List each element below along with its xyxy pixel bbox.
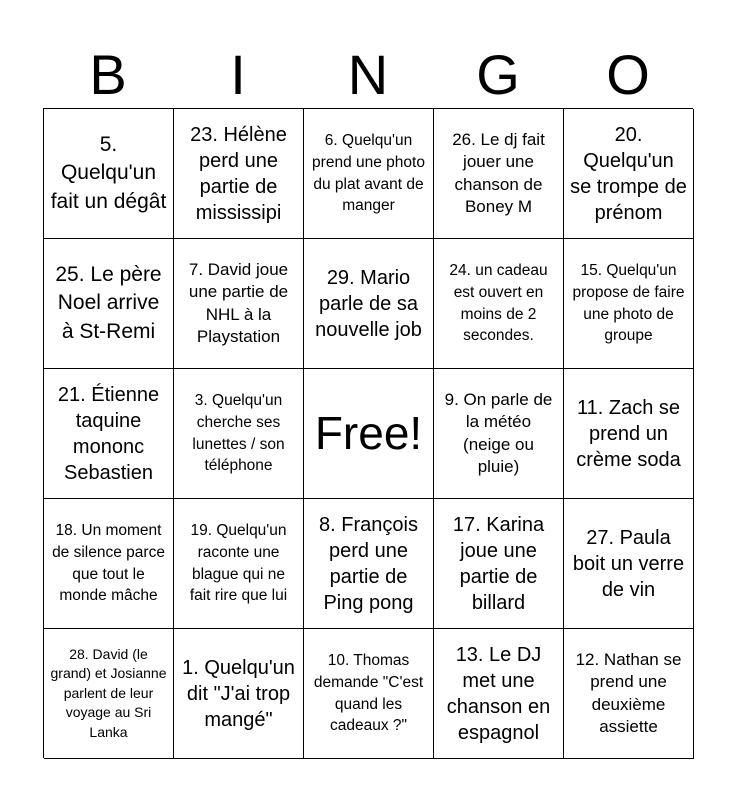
header-letter-b: B xyxy=(89,43,127,106)
bingo-cell-r3c2[interactable] xyxy=(174,369,304,499)
bingo-cell-r4c2[interactable] xyxy=(174,499,304,629)
cell-text: 19. Quelqu'un raconte une blague qui ne fait rire que lui xyxy=(189,522,288,605)
cell-text: 12. Nathan se prend une deuxième assiette xyxy=(575,650,682,736)
bingo-cell-r2c5[interactable] xyxy=(564,239,694,369)
cell-text: 10. Thomas demande "C'est quand les cadeaux ?" xyxy=(313,652,424,735)
cell-text: 25. Le père Noel arrive à St-Remi xyxy=(55,262,162,343)
bingo-cell-r4c4[interactable] xyxy=(434,499,564,629)
cell-text: 13. Le DJ met une chanson en espagnol xyxy=(446,643,551,744)
bingo-cell-r2c1[interactable] xyxy=(44,239,174,369)
bingo-header xyxy=(43,40,693,110)
bingo-cell-r5c3[interactable] xyxy=(304,629,434,759)
cell-text: 3. Quelqu'un cherche ses lunettes / son téléphone xyxy=(192,392,285,475)
cell-text: 18. Un moment de silence parce que tout le monde mâche xyxy=(52,522,165,605)
cell-text: 24. un cadeau est ouvert en moins de 2 secondes. xyxy=(449,262,548,345)
bingo-cell-r2c3[interactable] xyxy=(304,239,434,369)
bingo-cell-r4c1[interactable] xyxy=(44,499,174,629)
bingo-cell-r5c4[interactable] xyxy=(434,629,564,759)
bingo-cell-r3c4[interactable] xyxy=(434,369,564,499)
cell-text: 17. Karina joue une partie de billard xyxy=(452,513,545,614)
cell-text: 8. François perd une partie de Ping pong xyxy=(319,513,418,614)
cell-text: 29. Mario parle de sa nouvelle job xyxy=(315,266,422,341)
cell-text: 5. Quelqu'un fait un dégât xyxy=(50,132,167,213)
cell-text: 26. Le dj fait jouer une chanson de Boney M xyxy=(452,130,545,216)
cell-text: 6. Quelqu'un prend une photo du plat avant de manger xyxy=(312,132,425,215)
bingo-grid xyxy=(43,108,693,758)
cell-text: 21. Étienne taquine mononc Sebastien xyxy=(57,383,160,484)
cell-text: 20. Quelqu'un se trompe de prénom xyxy=(570,123,687,224)
bingo-cell-r5c1[interactable] xyxy=(44,629,174,759)
cell-text: 9. On parle de la météo (neige ou pluie) xyxy=(444,390,553,476)
bingo-cell-r5c2[interactable] xyxy=(174,629,304,759)
header-letter-g: G xyxy=(476,43,520,106)
bingo-cell-r3c1[interactable] xyxy=(44,369,174,499)
bingo-cell-r3c5[interactable] xyxy=(564,369,694,499)
bingo-cell-r1c2[interactable] xyxy=(174,109,304,239)
cell-text: 11. Zach se prend un crème soda xyxy=(576,396,681,471)
free-space-cell[interactable] xyxy=(304,369,434,499)
bingo-cell-r1c5[interactable] xyxy=(564,109,694,239)
cell-text: 15. Quelqu'un propose de faire une photo de groupe xyxy=(572,262,685,345)
cell-text: 1. Quelqu'un dit "J'ai trop mangé" xyxy=(182,656,295,731)
bingo-cell-r5c5[interactable] xyxy=(564,629,694,759)
header-letter-n: N xyxy=(347,43,389,106)
bingo-cell-r1c4[interactable] xyxy=(434,109,564,239)
bingo-cell-r2c2[interactable] xyxy=(174,239,304,369)
cell-text: 27. Paula boit un verre de vin xyxy=(572,526,685,601)
bingo-cell-r4c3[interactable] xyxy=(304,499,434,629)
cell-text: 23. Hélène perd une partie de mississipi xyxy=(190,123,287,224)
bingo-cell-r2c4[interactable] xyxy=(434,239,564,369)
cell-text: 7. David joue une partie de NHL à la Playstation xyxy=(188,260,289,346)
header-letter-o: O xyxy=(606,43,650,106)
bingo-cell-r1c3[interactable] xyxy=(304,109,434,239)
bingo-cell-r1c1[interactable] xyxy=(44,109,174,239)
free-space-text: Free! xyxy=(314,406,423,459)
cell-text: 28. David (le grand) et Josianne parlent de leur voyage au Sri Lanka xyxy=(50,645,167,740)
header-letter-i: I xyxy=(230,43,246,106)
bingo-cell-r4c5[interactable] xyxy=(564,499,694,629)
